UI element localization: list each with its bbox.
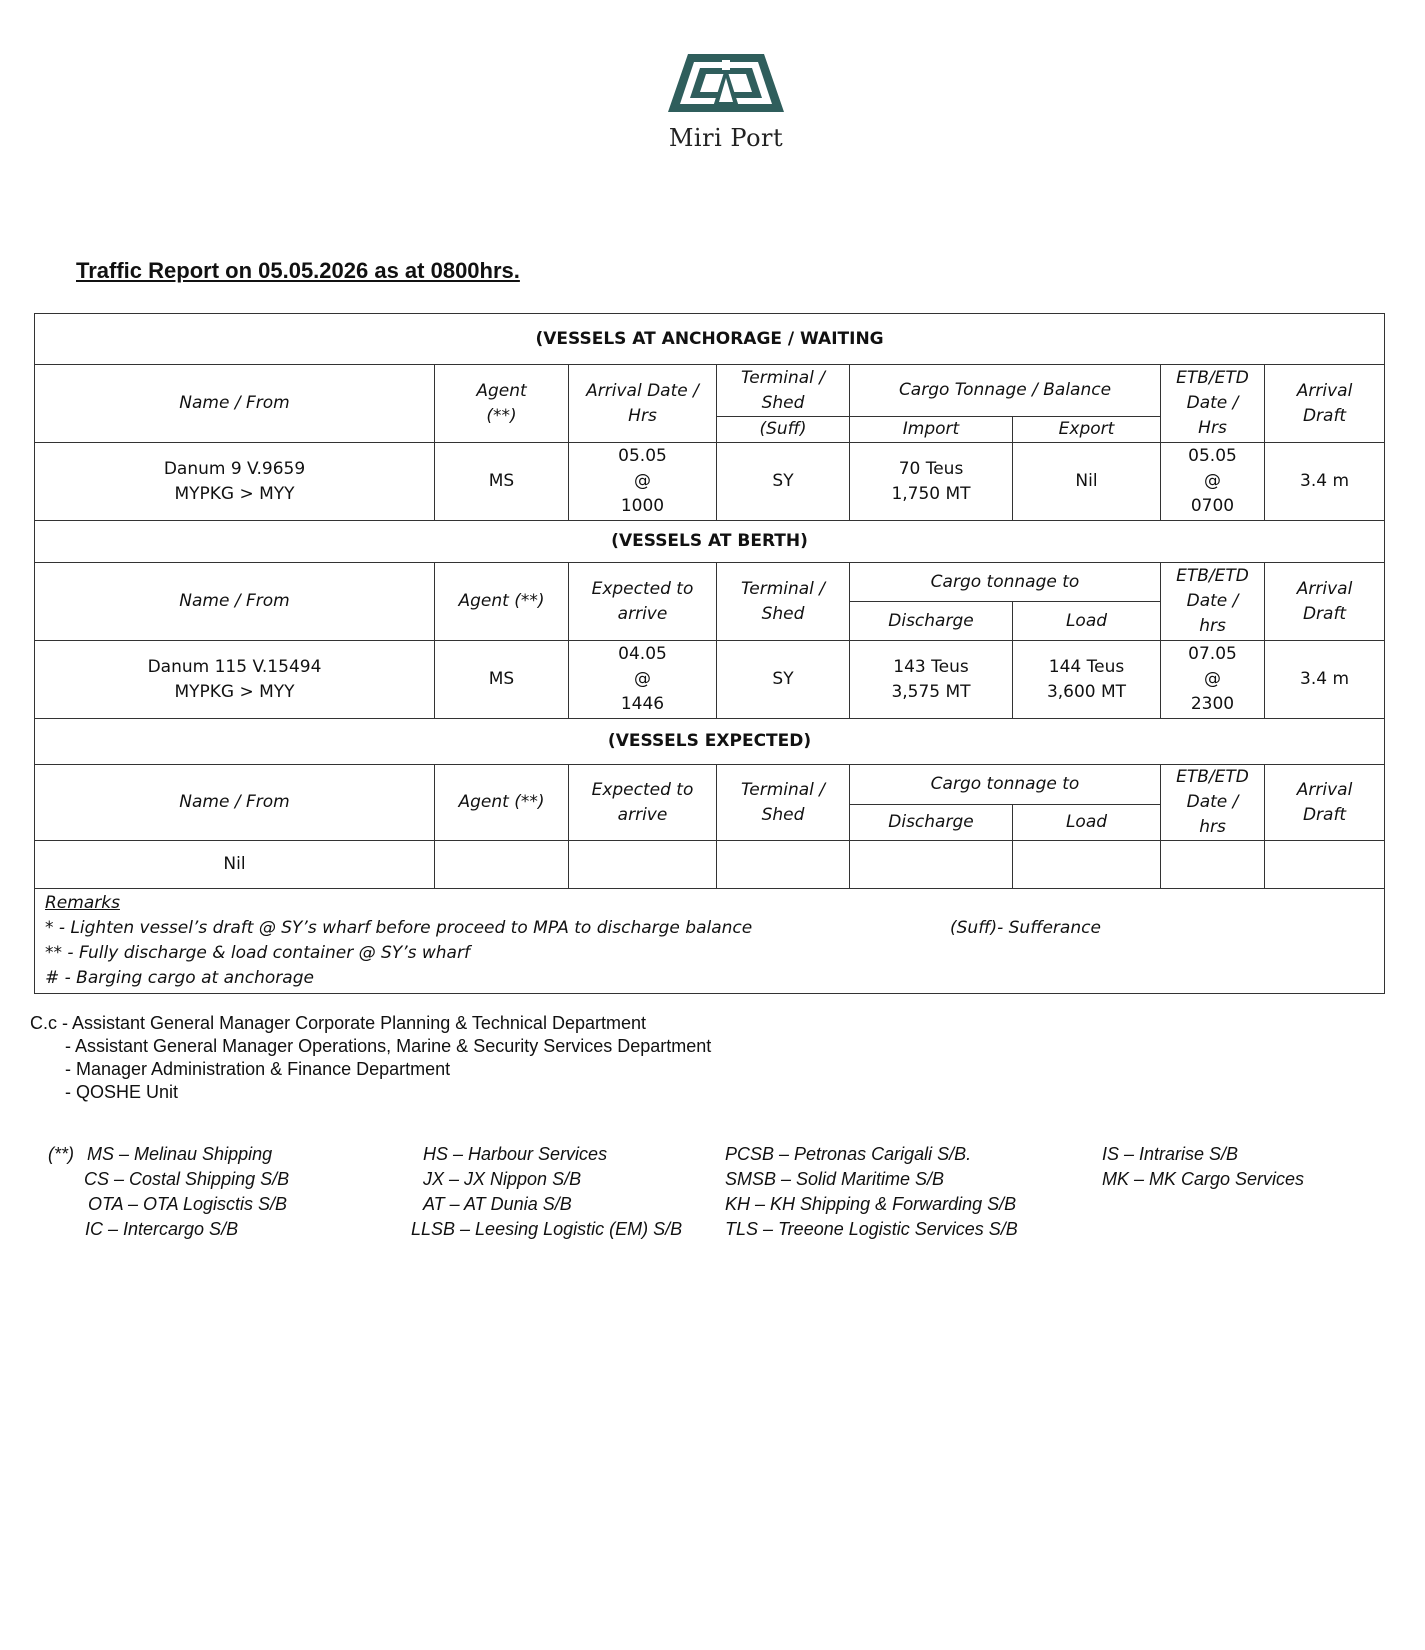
header-agent: Agent (**)	[435, 765, 569, 841]
list-item: TLS – Treeone Logistic Services S/B	[725, 1219, 1018, 1239]
header-terminal: Terminal / Shed	[717, 563, 850, 641]
header-row	[35, 563, 1385, 602]
list-item: MS – Melinau Shipping	[87, 1144, 273, 1164]
header-expected: Expected to arrive	[569, 563, 717, 641]
list-item: SMSB – Solid Maritime S/B	[725, 1169, 945, 1189]
discharge-value: 143 Teus 3,575 MT	[850, 641, 1013, 719]
list-item: JX – JX Nippon S/B	[423, 1169, 582, 1189]
header-etb: ETB/ETD Date / hrs	[1161, 563, 1265, 641]
list-item: CS – Costal Shipping S/B	[84, 1169, 290, 1189]
section-berth-row	[35, 521, 1385, 563]
list-item: LLSB – Leesing Logistic (EM) S/B	[411, 1219, 683, 1239]
vessel-name: Danum 115 V.15494 MYPKG > MYY	[35, 641, 435, 719]
header-name-from: Name / From	[35, 765, 435, 841]
header-etb: ETB/ETD Date / hrs	[1161, 765, 1265, 841]
header-import: Import	[850, 417, 1013, 443]
remarks-title: Remarks	[45, 893, 120, 913]
export-value: Nil	[1013, 443, 1161, 521]
list-item: PCSB – Petronas Carigali S/B.	[725, 1144, 972, 1164]
cc-line: C.c - Assistant General Manager Corporate Planning & Technical Department	[30, 1013, 646, 1033]
list-item: IS – Intrarise S/B	[1102, 1144, 1239, 1164]
etb-value: 05.05 @ 0700	[1161, 443, 1265, 521]
remarks-line-2: ** - Fully discharge & load container @ SY’s wharf	[45, 943, 470, 963]
miri-port-logo	[666, 52, 786, 156]
header-row	[35, 765, 1385, 805]
terminal-value: SY	[717, 641, 850, 719]
header-load: Load	[1013, 805, 1161, 841]
section-title-anchorage: (VESSELS AT ANCHORAGE / WAITING	[35, 314, 1385, 365]
header-etb: ETB/ETD Date / Hrs	[1161, 365, 1265, 443]
list-item: HS – Harbour Services	[423, 1144, 608, 1164]
header-cargo: Cargo tonnage to	[850, 563, 1161, 602]
list-item: KH – KH Shipping & Forwarding S/B	[725, 1194, 1017, 1214]
agent-value: MS	[435, 641, 569, 719]
list-item: AT – AT Dunia S/B	[423, 1194, 572, 1214]
header-load: Load	[1013, 602, 1161, 641]
etb-value: 07.05 @ 2300	[1161, 641, 1265, 719]
import-value: 70 Teus 1,750 MT	[850, 443, 1013, 521]
section-anchorage-row	[35, 314, 1385, 365]
header-suff: (Suff)	[717, 417, 850, 443]
header-draft: Arrival Draft	[1265, 765, 1385, 841]
header-row	[35, 365, 1385, 417]
load-value: 144 Teus 3,600 MT	[1013, 641, 1161, 719]
logo-text: Miri Port	[668, 124, 784, 152]
traffic-report-table	[34, 313, 1385, 994]
cc-line: - Manager Administration & Finance Department	[65, 1059, 451, 1079]
agent-value: MS	[435, 443, 569, 521]
header-agent: Agent (**)	[435, 365, 569, 443]
header-export: Export	[1013, 417, 1161, 443]
remarks-line-3: # - Barging cargo at anchorage	[45, 968, 314, 988]
remarks-line-1: * - Lighten vessel’s draft @ SY’s wharf before proceed to MPA to discharge balance	[45, 918, 753, 938]
list-item: IC – Intercargo S/B	[85, 1219, 239, 1239]
section-title-berth: (VESSELS AT BERTH)	[35, 521, 1385, 563]
list-item: MK – MK Cargo Services	[1102, 1169, 1305, 1189]
cc-line: - Assistant General Manager Operations, Marine & Security Services Department	[65, 1036, 712, 1056]
header-terminal: Terminal / Shed	[717, 365, 850, 417]
header-discharge: Discharge	[850, 805, 1013, 841]
agents-marker: (**)	[48, 1144, 74, 1164]
arrival-value: 05.05 @ 1000	[569, 443, 717, 521]
header-terminal: Terminal / Shed	[717, 765, 850, 841]
header-agent: Agent (**)	[435, 563, 569, 641]
list-item: OTA – OTA Logisctis S/B	[88, 1194, 288, 1214]
terminal-value: SY	[717, 443, 850, 521]
remarks-suff-note: (Suff)- Sufferance	[950, 918, 1101, 938]
cc-line: - QOSHE Unit	[65, 1082, 179, 1102]
header-draft: Arrival Draft	[1265, 365, 1385, 443]
header-arrival: Arrival Date / Hrs	[569, 365, 717, 443]
header-name-from: Name / From	[35, 563, 435, 641]
section-title-expected: (VESSELS EXPECTED)	[35, 719, 1385, 765]
remarks-section	[35, 889, 1385, 994]
arrival-value: 04.05 @ 1446	[569, 641, 717, 719]
logo-emblem-icon	[666, 52, 786, 122]
cc-list	[30, 1012, 711, 1104]
draft-value: 3.4 m	[1265, 641, 1385, 719]
header-name-from: Name / From	[35, 365, 435, 443]
header-cargo: Cargo tonnage to	[850, 765, 1161, 805]
table-row	[35, 641, 1385, 719]
header-discharge: Discharge	[850, 602, 1013, 641]
remarks-row	[35, 889, 1385, 994]
header-draft: Arrival Draft	[1265, 563, 1385, 641]
header-expected: Expected to arrive	[569, 765, 717, 841]
table-row	[35, 443, 1385, 521]
table-row	[35, 841, 1385, 889]
vessel-name: Danum 9 V.9659 MYPKG > MYY	[35, 443, 435, 521]
header-cargo: Cargo Tonnage / Balance	[850, 365, 1161, 417]
report-title: Traffic Report on 05.05.2026 as at 0800hrs.	[76, 258, 520, 283]
section-expected-row	[35, 719, 1385, 765]
vessel-name: Nil	[35, 841, 435, 889]
draft-value: 3.4 m	[1265, 443, 1385, 521]
